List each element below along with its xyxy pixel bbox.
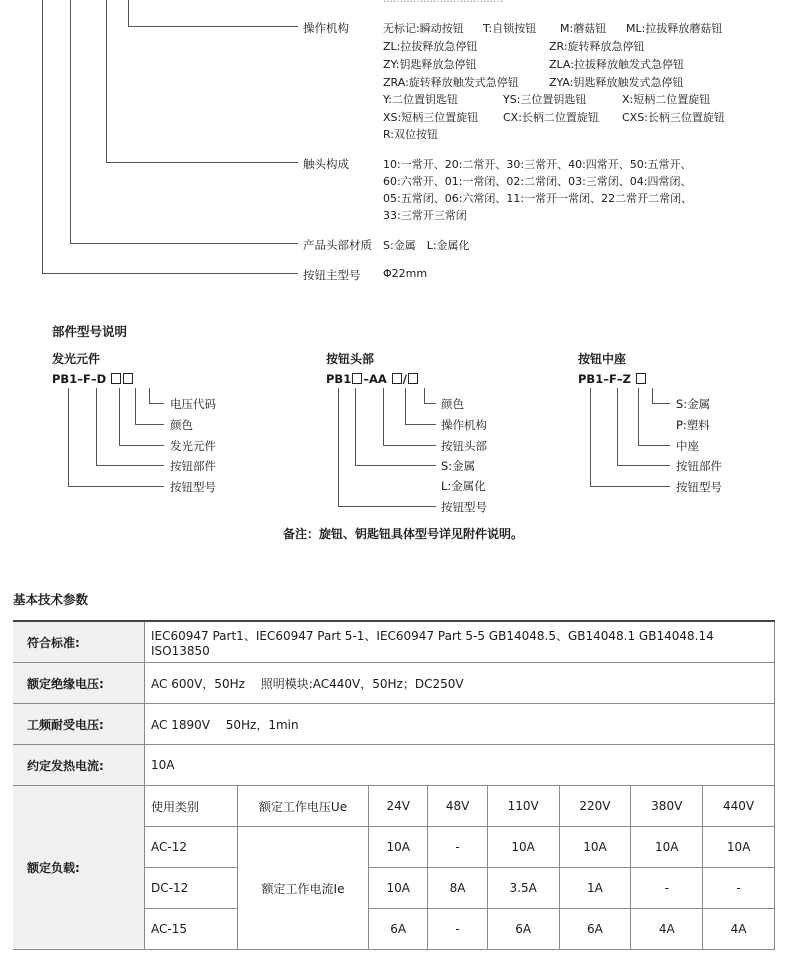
load-header: 220V (559, 786, 631, 827)
load-cell: 10A (631, 827, 703, 868)
part1-item: 颜色 (170, 418, 193, 432)
part3-item: S:金属 (676, 397, 711, 411)
mech-item: CX:长柄二位置旋钮 (503, 111, 599, 124)
contact-line: 60:六常开、01:一常闭、02:二常闭、03:三常闭、04:四常闭、 (383, 175, 692, 188)
param-value: 10A (145, 745, 775, 786)
load-cell: 4A (631, 909, 703, 950)
load-cell: 3.5A (487, 868, 559, 909)
param-value: AC 1890V 50Hz，1min (145, 704, 775, 745)
table-row (13, 786, 775, 827)
load-cell: 6A (487, 909, 559, 950)
load-cell: 10A (703, 827, 775, 868)
load-current-label: 额定工作电流Ie (238, 827, 369, 950)
param-label: 约定发热电流: (13, 745, 145, 786)
load-header: 48V (428, 786, 487, 827)
contact-line: 33:三常开三常闭 (383, 209, 467, 222)
load-cell: 6A (559, 909, 631, 950)
contact-line: 10:一常开、20:二常开、30:三常开、40:四常开、50:五常开、 (383, 158, 692, 171)
mech-item: M:蘑菇钮 (560, 22, 607, 35)
mech-item: XS:短柄三位置旋钮 (383, 111, 479, 124)
load-cell: - (428, 827, 487, 868)
part1-item: 电压代码 (170, 397, 216, 411)
mech-item: ZLA:拉拔释放触发式急停钮 (549, 58, 684, 71)
mech-item: 无标记:瞬动按钮 (383, 22, 464, 35)
mech-item: ZYA:钥匙释放触发式急停钮 (549, 76, 684, 89)
main-model-value: Φ22mm (383, 267, 428, 280)
part1-title: 发光元件 (52, 352, 101, 366)
contact-label: 触头构成 (303, 157, 349, 171)
head-material-value: S:金属 L:金属化 (383, 239, 470, 252)
part2-item: L:金属化 (441, 479, 486, 493)
param-value: AC 600V，50Hz 照明模块:AC440V，50Hz；DC250V (145, 663, 775, 704)
load-label: 额定负载: (13, 786, 145, 950)
load-cat: AC-15 (145, 909, 238, 950)
part3-item: 按钮型号 (676, 480, 722, 494)
table-row (13, 745, 775, 786)
mech-item: ZR:旋转释放急停钮 (549, 40, 645, 53)
part3-title: 按钮中座 (578, 352, 627, 366)
table-row (13, 663, 775, 704)
load-header: 额定工作电压Ue (238, 786, 369, 827)
load-cat: AC-12 (145, 827, 238, 868)
param-label: 额定绝缘电压: (13, 663, 145, 704)
load-cell: - (703, 868, 775, 909)
load-header: 使用类别 (145, 786, 238, 827)
load-cell: 10A (369, 827, 428, 868)
note: 备注：旋钮、钥匙钮具体型号详见附件说明。 (283, 527, 524, 541)
load-cat: DC-12 (145, 868, 238, 909)
part1-item: 按钮部件 (170, 459, 216, 473)
mech-item: X:短柄二位置旋钮 (622, 93, 711, 106)
part3-code: PB1–F–Z (578, 372, 647, 386)
part2-item: S:金属 (441, 459, 476, 473)
head-material-label: 产品头部材质 (303, 238, 372, 252)
part1-item: 发光元件 (170, 439, 216, 453)
load-cell: 1A (559, 868, 631, 909)
main-model-label: 按钮主型号 (303, 268, 361, 282)
table-row (13, 621, 775, 663)
mech-item: Y:二位置钥匙钮 (383, 93, 458, 106)
tech-title: 基本技术参数 (13, 592, 89, 607)
load-cell: - (631, 868, 703, 909)
part3-item: 中座 (676, 439, 699, 453)
load-cell: - (428, 909, 487, 950)
mech-item: YS:三位置钥匙钮 (503, 93, 587, 106)
contact-line: 05:五常闭、06:六常闭、11:一常开一常闭、22二常开二常闭、 (383, 192, 693, 205)
mech-item: R:双位按钮 (383, 128, 439, 141)
part3-item: 按钮部件 (676, 459, 722, 473)
part2-item: 操作机构 (441, 418, 487, 432)
param-label: 工频耐受电压: (13, 704, 145, 745)
load-header: 24V (369, 786, 428, 827)
part3-item: P:塑料 (676, 418, 710, 432)
part2-item: 颜色 (441, 397, 464, 411)
param-label: 符合标准: (13, 621, 145, 663)
load-cell: 10A (487, 827, 559, 868)
parts-title: 部件型号说明 (52, 324, 128, 339)
load-cell: 6A (369, 909, 428, 950)
part2-item: 按钮型号 (441, 500, 487, 514)
mech-item: T:自锁按钮 (483, 22, 537, 35)
part2-title: 按钮头部 (326, 352, 375, 366)
part1-item: 按钮型号 (170, 480, 216, 494)
load-cell: 10A (369, 868, 428, 909)
mech-item: ML:拉拔释放蘑菇钮 (626, 22, 723, 35)
mech-item: ZY:钥匙释放急停钮 (383, 58, 477, 71)
part1-code: PB1–F–D (52, 372, 134, 386)
load-header: 440V (703, 786, 775, 827)
mech-item: CXS:长柄三位置旋钮 (622, 111, 725, 124)
mech-item: ZL:拉拔释放急停钮 (383, 40, 478, 53)
operating-mechanism-label: 操作机构 (303, 21, 349, 35)
load-header: 110V (487, 786, 559, 827)
part2-item: 按钮头部 (441, 439, 487, 453)
table-row (13, 704, 775, 745)
load-cell: 4A (703, 909, 775, 950)
load-cell: 8A (428, 868, 487, 909)
param-value: IEC60947 Part1、IEC60947 Part 5-1、IEC60947 Part 5-5 GB14048.5、GB14048.1 GB14048.14 ISO13850 (145, 621, 775, 663)
load-header: 380V (631, 786, 703, 827)
mech-item: ZRA:旋转释放触发式急停钮 (383, 76, 519, 89)
part2-code: PB1 –AA / (326, 372, 419, 386)
params-table (13, 620, 775, 950)
load-cell: 10A (559, 827, 631, 868)
